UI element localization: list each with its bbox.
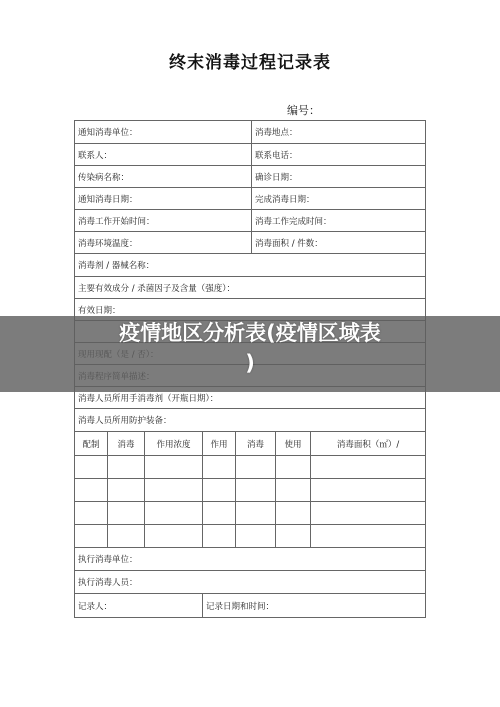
form-field-label: 确诊日期： [255,172,298,183]
form-title: 终末消毒过程记录表 [169,53,331,73]
form-row [75,210,425,232]
form-field-label: 通知消毒日期： [75,188,252,209]
table-cell [145,502,203,524]
form-field-label: 联系电话： [255,150,298,161]
table-cell [75,502,108,524]
form-field-label: 消毒人员所用防护装备： [78,416,172,426]
form-row [75,166,425,188]
table-row [75,502,425,525]
form-field-label: 联系人： [75,144,252,165]
table-header-cell: 消毒面积（㎡）/ [336,439,400,450]
table-row [75,525,425,548]
form-field-label: 执行消毒单位： [78,555,138,565]
table-cell [108,502,145,524]
form-row [75,144,425,166]
form-field-label: 消毒人员所用手消毒剂（开瓶日期）： [78,393,219,404]
table-cell [276,502,311,524]
table-cell [108,479,145,501]
table-cell [108,456,145,478]
table-cell [236,525,276,547]
serial-number-label: 编号： [287,104,320,117]
form-field-label: 执行消毒人员： [78,578,138,588]
form-row [75,548,425,571]
watermark-text [60,318,440,378]
form-row [75,188,425,210]
table-cell [108,525,145,547]
form-field-label: 消毒环境温度： [75,232,252,253]
table-cell [75,456,108,478]
table-header-cell: 消毒 [108,432,145,455]
watermark-line: 疫情地区分析表(疫情区域表 [119,321,381,345]
form-field-label: 主要有效成分 / 杀菌因子及含量（强度）： [78,283,236,294]
table-cell [203,502,236,524]
table-cell [236,456,276,478]
table-header-cell: 配制 [75,432,108,455]
form-field-label: 消毒剂 / 器械名称： [78,261,155,271]
table-cell [236,479,276,501]
form-row [75,277,425,299]
table-cell [311,456,425,478]
table-cell [145,479,203,501]
form-field-label: 消毒工作开始时间： [75,210,252,231]
form-row [75,594,425,617]
form-field-label: 记录日期和时间： [206,601,275,612]
table-cell [145,525,203,547]
table-cell [145,456,203,478]
form-field-label: 消毒工作完成时间： [255,216,332,227]
table-cell [311,479,425,501]
watermark-line: ) [245,351,255,375]
form-row [75,254,425,277]
table-cell [276,479,311,501]
table-cell [203,456,236,478]
form-row [75,571,425,594]
form-row [75,232,425,254]
form-field-label: 有效日期： [78,305,121,316]
table-row [75,479,425,502]
table-cell [75,525,108,547]
table-cell [276,456,311,478]
form-row [75,409,425,432]
form-field-label: 通知消毒单位： [75,121,252,143]
form-field-label: 完成消毒日期： [255,194,315,205]
table-header-cell: 作用 [203,432,236,455]
table-cell [75,479,108,501]
table-header-cell: 使用 [276,432,311,455]
table-cell [276,525,311,547]
form-row [75,121,425,144]
table-cell [311,525,425,547]
table-cell [311,502,425,524]
table-cell [203,479,236,501]
table-row [75,456,425,479]
table-header-row [75,432,425,456]
form-field-label: 传染病名称： [75,166,252,187]
table-header-cell: 作用浓度 [145,432,203,455]
form-field-label: 记录人： [75,594,203,617]
table-cell [203,525,236,547]
table-cell [236,502,276,524]
form-field-label: 消毒地点： [255,128,298,138]
form-field-label: 消毒面积 / 件数： [255,238,323,249]
table-header-cell: 消毒 [236,432,276,455]
